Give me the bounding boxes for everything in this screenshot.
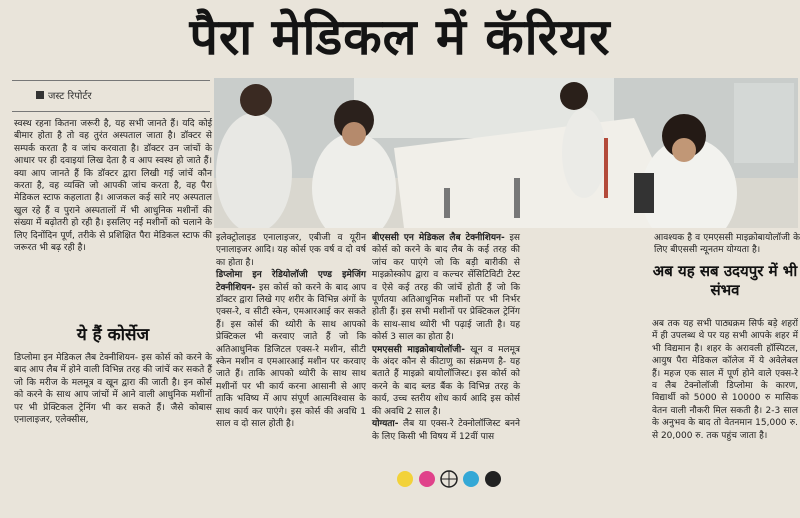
radiology-heading: डिप्लोमा इन रेडियोलॉजी एण्ड इमेजिंग टेक्नीशियन- <box>216 270 366 293</box>
byline: जस्ट रिपोर्टर <box>48 91 92 102</box>
registration-dot-yellow <box>397 471 413 487</box>
headline: पैरा मेडिकल में कॅरियर <box>189 7 611 66</box>
intro-column <box>14 118 212 254</box>
byline-box <box>12 80 210 112</box>
registration-dot-cyan <box>463 471 479 487</box>
intro-paragraph: स्वस्थ रहना कितना जरूरी है, यह सभी जानते हैं। यदि कोई बीमार होता है तो वह तुरंत अस्पताल जाता है। डॉक्टर से सम्पर्क करता है व जांच करवाता है। डॉक्टर उन जांचों के आधार पर ही दवाइयां लिख देता है व आप स्वस्थ हो जाते हैं। क्या आप जानते हैं कि डॉक्टर द्वारा लिखी गई जांचें कौन करता है, वह व्यक्ति जो आपकी जांच करता है, वह पैरा मेडिकल स्टाफ कहलाता है। आजकल कई सारे नए अस्पताल खुल रहे हैं व पुराने अस्पतालों में भी आधुनिक मशीनों की संख्या में बढ़ोतरी हो रही है। इसलिए नई मशीनों को चलाने के लिए दिनोंदिन पूर्ण, तरीके से प्रशिक्षित पैरा मेडिकल स्टाफ की जरूरत भी बढ़ रही है। <box>14 119 212 254</box>
courses-paragraph: डिप्लोमा इन मेडिकल लैब टेक्नीशियन- इस कोर्स को करने के बाद आप लैब में होने वाली विभिन्न तरह की जांचें कर सकते हैं जो कि मरीज के मलमूत्र व खून द्वारा की जाती है। इन कोर्स को करने के साथ आप जांचों में आने वाली आधुनिक मशीनों पर भी प्रेक्टिकल ट्रेनिंग भी कर सकते हैं। जैसे कोबास एनालाइजर, एलेक्सीस, <box>14 353 212 426</box>
eligibility-heading: योग्यता- <box>372 419 399 430</box>
bsc-lab-heading: बीएससी एन मेडिकल लैब टेक्नीशियन- <box>372 233 505 243</box>
registration-dot-magenta <box>419 471 435 487</box>
lab-photo-illustration <box>214 78 798 228</box>
courses-subhead: ये हैं कोर्सेज <box>76 325 150 345</box>
courses-column <box>14 352 212 426</box>
bsc-lab-paragraph: इस कोर्स को करने के बाद लैब के कई तरह की जांच कर पाएंगे जो कि बड़ी बारीकी से माइक्रोस्कोप द्वारा व कल्चर सेंसिटिविटी टेस्ट व ऐसे कई तरह की जांचें होती हैं जो कि पूर्णतया अतिआधुनिक मशीनों पर भी निर्भर होती हैं। इस सभी मशीनों पर प्रेक्टिकल ट्रेनिंग के साथ-साथ थ्योरी भी पढ़ाई जाती है। यह कोर्स 3 साल का होता है। <box>372 233 520 343</box>
byline-marker-icon <box>36 91 44 99</box>
print-registration-marks <box>394 468 514 490</box>
udaipur-paragraph: अब तक यह सभी पाठ्यक्रम सिर्फ बड़े शहरों में ही उपलब्ध थे पर यह सभी आपके शहर में भी विद्यमान है। शहर के अरावली हॉस्पिटल, आयुष पैरा मेडिकल कॉलेज में ये अवेलेबल हैं। महज एक साल में पूर्ण होने वाले एक्स-रे व लैब टेक्नोलॉजी डिप्लोमा के कारण, विद्यार्थी को 5000 से 10000 रु मासिक वेतन वाली नौकरी मिल सकती है। 2-3 साल के अनुभव के बाद तो वेतनमान 15,000 रु. से 20,000 रु. तक पहुंच जाता है। <box>652 319 798 441</box>
lab-column <box>372 232 520 443</box>
registration-dot-black <box>485 471 501 487</box>
column2-paragraph: इलेक्ट्रोलाइड एनालाइजर, एबीजी व यूरीन एनालाइजर आदि। यह कोर्स एक वर्ष व दो वर्ष का होता है। <box>216 233 366 268</box>
radiology-paragraph: इस कोर्स को करने के बाद आप डॉक्टर द्वारा लिखे गए शरीर के विभिन्न अंगों के एक्स-रे, व सीटी स्केन, एमआरआई कर सकते हैं। इस कोर्स की थ्योरी के साथ आपको प्रेक्टिकल भी करवाए जाते हैं जो कि अतिआधुनिक डिजिटल एक्स-रे मशीन, सीटी स्केन मशीन व एमआरआई मशीन पर करवाए जाते हैं। ताकि आपको थ्योरी के साथ साथ मशीनों पर भी कार्य करना आसानी से आए ताकि भविष्य में आप संपूर्ण आत्मविश्वास के साथ कार्य कर पाएंगे। इस कोर्स की अवधि 1 साल व दो साल होती है। <box>216 282 366 430</box>
lab-photo <box>214 78 798 228</box>
msc-micro-paragraph: खून व मलमूत्र के अंदर कौन से कीटाणु का संक्रमण है- यह बताते हैं माइक्रो बायोलॉजिस्ट। इस कोर्स को करने के बाद ब्लड बैंक के विभिन्न तरह के कार्य, उच्च स्तरीय शोध कार्य आदि इस कोर्स की अवधि 2 साल है। <box>372 344 520 417</box>
radiology-column <box>216 232 366 431</box>
eligibility-paragraph: लैब या एक्स-रे टेक्नोलॉजिस्ट बनने के लिए किसी भी विषय में 12वीं पास <box>372 419 520 442</box>
udaipur-pullquote: अब यह सब उदयपुर में भी संभव <box>652 262 798 299</box>
eligibility-continued-column <box>654 232 800 257</box>
msc-micro-heading: एमएससी माइक्रोबायोलॉजी- <box>372 344 465 355</box>
eligibility-continued-paragraph: आवश्यक है व एमएससी माइक्रोबायोलॉजी के लिए बीएससी न्यूनतम योग्यता है। <box>654 233 800 256</box>
udaipur-column <box>652 318 798 442</box>
